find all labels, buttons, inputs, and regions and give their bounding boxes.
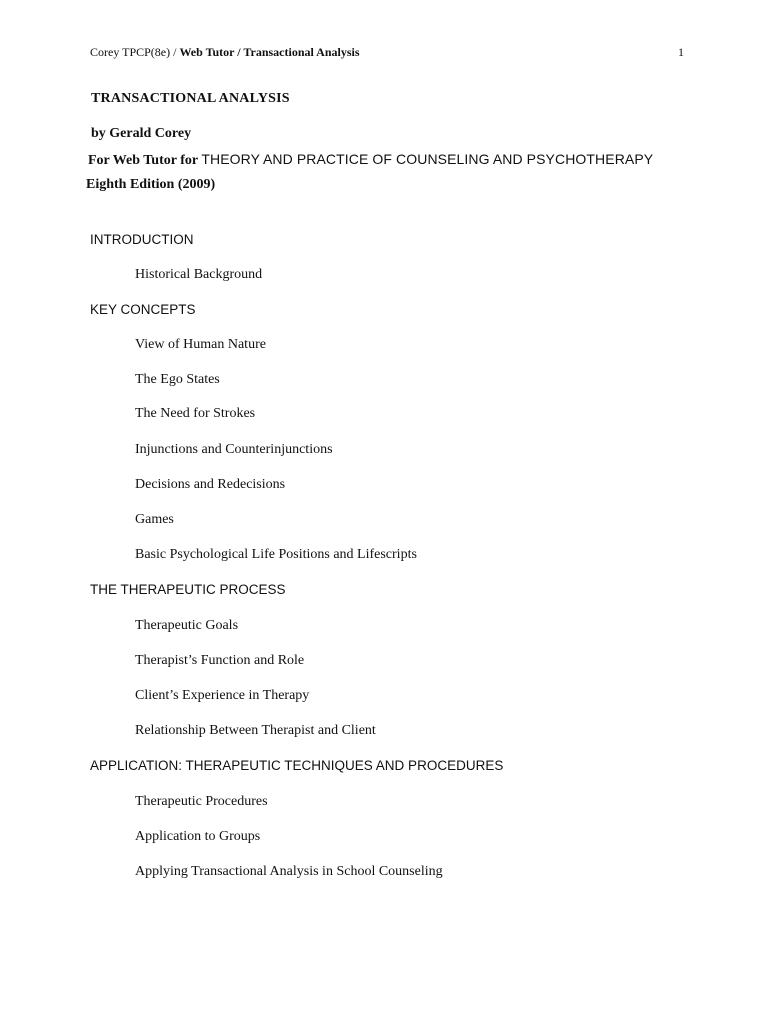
outline-item: Applying Transactional Analysis in School Counseling xyxy=(135,864,443,879)
document-title: TRANSACTIONAL ANALYSIS xyxy=(91,91,290,106)
outline-item: Injunctions and Counterinjunctions xyxy=(135,442,333,457)
outline-item: Basic Psychological Life Positions and Lifescripts xyxy=(135,547,417,562)
running-head-bold: Web Tutor / Transactional Analysis xyxy=(179,45,360,59)
outline-item: The Ego States xyxy=(135,372,220,387)
outline-item: Therapist’s Function and Role xyxy=(135,653,305,668)
author-line: by Gerald Corey xyxy=(91,126,192,141)
outline-item: Decisions and Redecisions xyxy=(135,477,286,492)
outline-item: Client’s Experience in Therapy xyxy=(135,688,310,703)
section-heading-key-concepts: KEY CONCEPTS xyxy=(90,302,196,317)
outline-item: Games xyxy=(135,512,174,527)
outline-item: Application to Groups xyxy=(135,829,261,844)
outline-item: Therapeutic Goals xyxy=(135,618,239,633)
outline-item: View of Human Nature xyxy=(135,337,266,352)
outline-item: Relationship Between Therapist and Client xyxy=(135,723,376,738)
section-heading-introduction: INTRODUCTION xyxy=(90,232,194,247)
page-number: 1 xyxy=(678,45,684,59)
page-header xyxy=(90,45,684,63)
book-title: THEORY AND PRACTICE OF COUNSELING AND PSYCHOTHERAPY xyxy=(201,151,654,167)
running-head-plain: Corey TPCP(8e) / xyxy=(90,45,180,59)
running-head xyxy=(90,45,360,60)
outline-item: Therapeutic Procedures xyxy=(135,794,268,809)
edition-line: Eighth Edition (2009) xyxy=(86,177,216,192)
for-prefix: For Web Tutor for xyxy=(88,153,202,168)
for-web-tutor-line xyxy=(88,151,653,169)
outline-item: Historical Background xyxy=(135,267,263,282)
section-heading-therapeutic-process: THE THERAPEUTIC PROCESS xyxy=(90,582,286,597)
section-heading-application: APPLICATION: THERAPEUTIC TECHNIQUES AND PROCEDURES xyxy=(90,758,504,773)
outline-item: The Need for Strokes xyxy=(135,406,256,421)
